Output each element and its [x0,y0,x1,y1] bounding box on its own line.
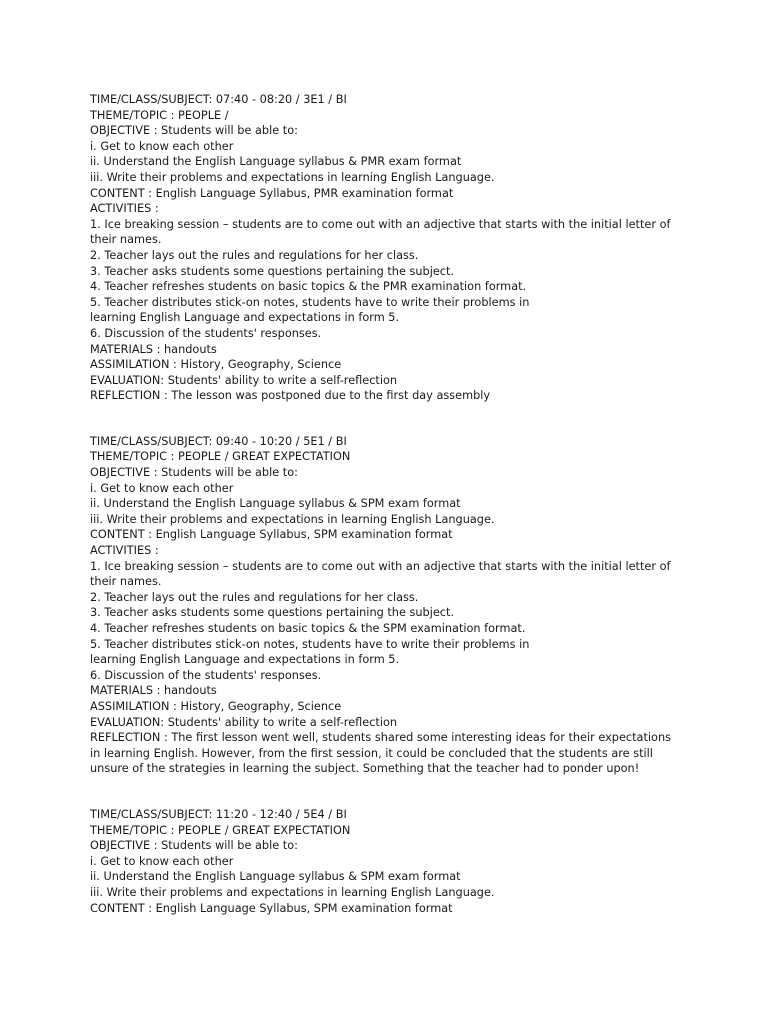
activity-item: 1. Ice breaking session – students are to come out with an adjective that starts with the initial letter of [90,217,671,231]
reflection-line: unsure of the strategies in learning the subject. Something that the teacher had to ponder upon! [90,762,640,776]
objective-item: iii. Write their problems and expectations in learning English Language. [90,885,495,899]
content-line: CONTENT : English Language Syllabus, SPM examination format [90,901,453,915]
activity-item: 4. Teacher refreshes students on basic topics & the SPM examination format. [90,622,526,635]
entry-spacer [90,777,690,807]
time-class-subject: TIME/CLASS/SUBJECT: 11:20 - 12:40 / 5E4 / BI [90,807,347,821]
evaluation-line: EVALUATION: Students' ability to write a self-reflection [90,715,398,729]
time-class-subject: TIME/CLASS/SUBJECT: 09:40 - 10:20 / 5E1 / BI [90,434,347,448]
objective-item: iii. Write their problems and expectations in learning English Language. [90,512,495,526]
objective-heading: OBJECTIVE : Students will be able to: [90,466,298,480]
activity-item: 3. Teacher asks students some questions pertaining the subject. [90,264,455,278]
activity-item: 6. Discussion of the students' responses. [90,668,322,682]
lesson-plan-document [90,92,690,916]
lesson-entry-1 [90,92,690,404]
content-line: CONTENT : English Language Syllabus, PMR examination format [90,186,454,200]
activity-item: 1. Ice breaking session – students are to come out with an adjective that starts with the initial letter of [90,559,671,573]
reflection-line: REFLECTION : The first lesson went well, students shared some interesting ideas for their expectations [90,731,672,745]
theme-topic: THEME/TOPIC : PEOPLE / [90,108,229,122]
assimilation-line: ASSIMILATION : History, Geography, Science [90,699,342,713]
lesson-entry-3 [90,807,690,916]
materials-line: MATERIALS : handouts [90,684,217,698]
activity-item: 3. Teacher asks students some questions pertaining the subject. [90,606,455,620]
activity-item: 2. Teacher lays out the rules and regulations for her class. [90,248,419,262]
lesson-entry-2 [90,434,690,777]
activity-item: their names. [90,575,162,589]
evaluation-line: EVALUATION: Students' ability to write a self-reflection [90,373,398,387]
time-class-subject: TIME/CLASS/SUBJECT: 07:40 - 08:20 / 3E1 / BI [90,93,347,106]
activity-item: learning English Language and expectations in form 5. [90,311,400,325]
objective-heading: OBJECTIVE : Students will be able to: [90,124,298,138]
objective-item: ii. Understand the English Language syllabus & SPM exam format [90,497,461,511]
materials-line: MATERIALS : handouts [90,342,217,356]
activity-item: learning English Language and expectations in form 5. [90,653,400,667]
activities-heading: ACTIVITIES : [90,202,159,216]
activity-item: 4. Teacher refreshes students on basic topics & the PMR examination format. [90,280,527,294]
activity-item: their names. [90,233,162,247]
objective-heading: OBJECTIVE : Students will be able to: [90,839,298,853]
objective-item: iii. Write their problems and expectations in learning English Language. [90,170,495,184]
objective-item: ii. Understand the English Language syllabus & SPM exam format [90,870,461,884]
activities-heading: ACTIVITIES : [90,544,159,558]
assimilation-line: ASSIMILATION : History, Geography, Science [90,358,342,372]
reflection-line: in learning English. However, from the first session, it could be concluded that the students are still [90,746,653,760]
objective-item: i. Get to know each other [90,139,234,153]
activity-item: 2. Teacher lays out the rules and regulations for her class. [90,590,419,604]
theme-topic: THEME/TOPIC : PEOPLE / GREAT EXPECTATION [90,823,351,837]
reflection-line: REFLECTION : The lesson was postponed due to the first day assembly [90,389,491,403]
theme-topic: THEME/TOPIC : PEOPLE / GREAT EXPECTATION [90,450,351,464]
entry-spacer [90,404,690,434]
objective-item: i. Get to know each other [90,854,234,868]
activity-item: 5. Teacher distributes stick-on notes, students have to write their problems in [90,295,530,309]
activity-item: 5. Teacher distributes stick-on notes, students have to write their problems in [90,637,530,651]
objective-item: i. Get to know each other [90,481,234,495]
objective-item: ii. Understand the English Language syllabus & PMR exam format [90,155,462,169]
activity-item: 6. Discussion of the students' responses. [90,326,322,340]
content-line: CONTENT : English Language Syllabus, SPM examination format [90,528,453,542]
